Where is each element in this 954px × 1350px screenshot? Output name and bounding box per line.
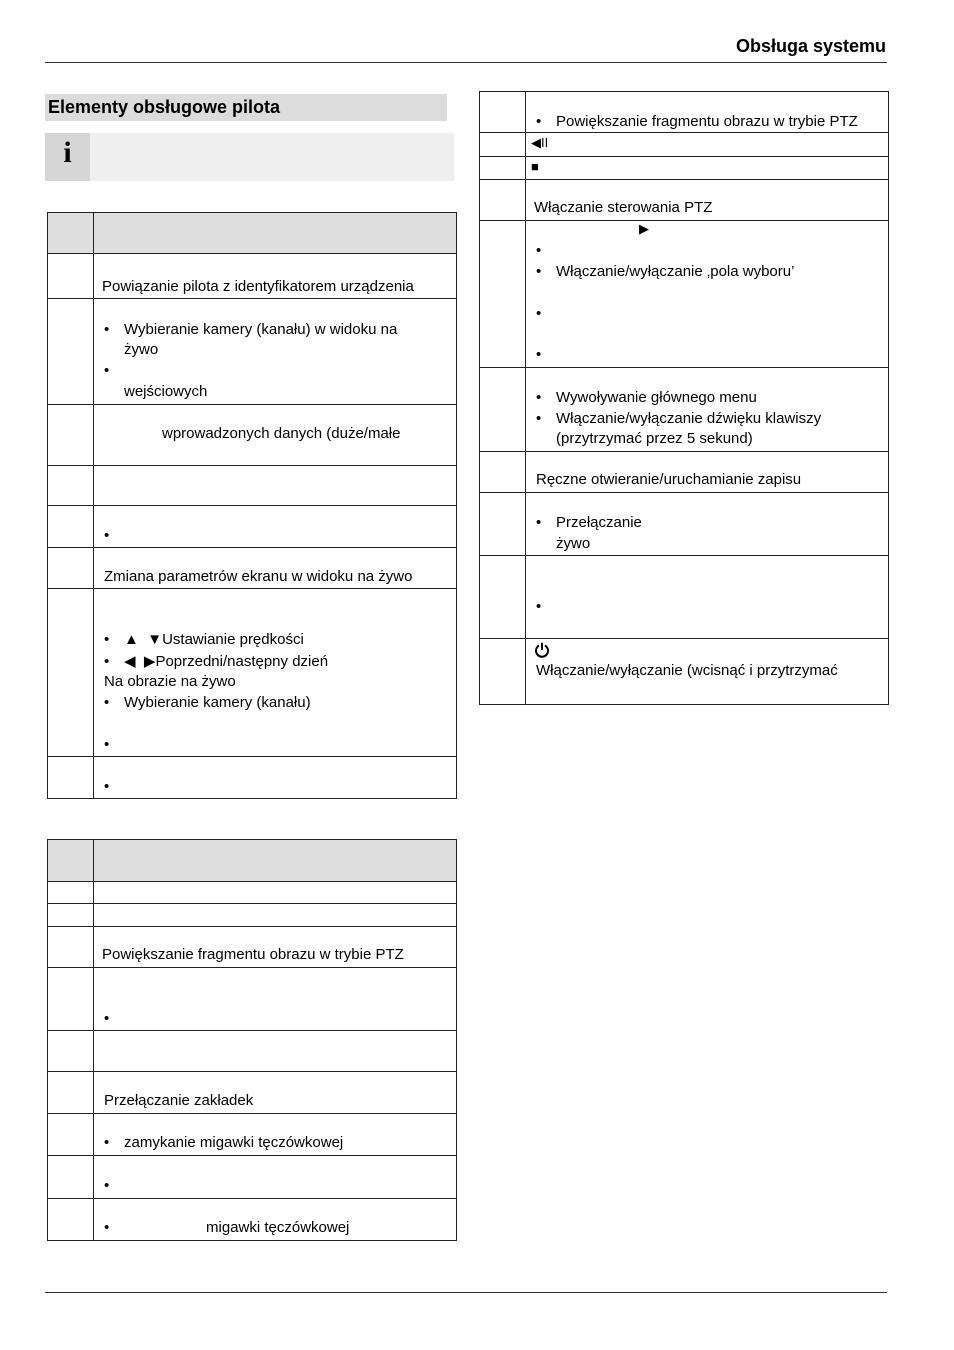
table-row xyxy=(480,493,889,556)
stop-icon: ■ xyxy=(531,159,539,174)
page-header-title: Obsługa systemu xyxy=(735,36,886,56)
table-row xyxy=(48,506,457,548)
bullet-text-cont: (przytrzymać przez 5 sekund) xyxy=(556,430,753,447)
bullet-text: • Wywoływanie głównego menu xyxy=(556,388,757,408)
row-text: Powiązanie pilota z identyfikatorem urządzenia xyxy=(102,278,414,295)
row-text: migawki tęczówkowej xyxy=(206,1219,350,1236)
footer-rule xyxy=(45,1292,887,1293)
row-text: Ręczne otwieranie/uruchamianie zapisu xyxy=(536,471,802,488)
table-row xyxy=(480,221,889,368)
table-row xyxy=(480,452,889,493)
arrow-down-icon: ▼ xyxy=(147,631,163,648)
arrow-up-icon: ▲ xyxy=(124,631,139,648)
remote-table-3 xyxy=(479,91,889,705)
table-row xyxy=(48,968,457,1031)
table-row xyxy=(48,299,457,405)
table-row xyxy=(48,254,457,299)
table-row xyxy=(480,368,889,452)
table-row xyxy=(480,92,889,133)
table-row xyxy=(48,1156,457,1199)
play-icon: ▶ xyxy=(639,221,649,236)
table-row xyxy=(480,133,889,157)
row-text: Włączanie/wyłączanie (wcisnąć i przytrzymać xyxy=(536,662,838,679)
info-icon: i xyxy=(45,133,90,181)
bullet-text: • Wybieranie kamery (kanału) w widoku na xyxy=(124,320,397,340)
bullet-text: • Wybieranie kamery (kanału) xyxy=(124,693,311,713)
bullet-text-cont: żywo xyxy=(124,341,159,358)
table-row xyxy=(480,180,889,221)
table-row xyxy=(48,882,457,904)
table-row xyxy=(480,639,889,705)
table-header-row xyxy=(48,213,457,254)
arrow-right-icon: ▶ xyxy=(143,653,156,670)
table-header-row xyxy=(48,840,457,882)
row-text: Włączanie sterowania PTZ xyxy=(534,199,713,216)
header-rule xyxy=(45,62,887,63)
table-row xyxy=(480,157,889,180)
row-text: wprowadzonych danych (duże/małe xyxy=(162,425,401,442)
table-row xyxy=(48,548,457,589)
table-row xyxy=(48,589,457,757)
remote-table-2 xyxy=(47,839,457,1241)
table-row xyxy=(480,556,889,639)
remote-table-1 xyxy=(47,212,457,799)
info-box xyxy=(45,133,454,181)
arrow-left-icon: ◀ xyxy=(124,653,136,670)
table-row xyxy=(48,466,457,506)
bullet-text: • zamykanie migawki tęczówkowej xyxy=(124,1133,343,1153)
table-row xyxy=(48,1114,457,1156)
bullet-text: Ustawianie prędkości xyxy=(162,631,304,648)
row-text: Zmiana parametrów ekranu w widoku na żywo xyxy=(104,568,413,585)
bullet-text: • Przełączanie xyxy=(556,513,642,533)
table-row xyxy=(48,1072,457,1114)
bullet-text: • Powiększanie fragmentu obrazu w trybie PTZ xyxy=(556,112,858,132)
bullet-text: • Włączanie/wyłączanie ‚pola wyboru’ xyxy=(556,262,794,282)
table-row xyxy=(48,927,457,968)
table-row xyxy=(48,405,457,466)
row-text: Powiększanie fragmentu obrazu w trybie PTZ xyxy=(102,946,404,963)
row-text: Na obrazie na żywo xyxy=(104,673,236,690)
power-icon xyxy=(534,642,550,658)
table-row xyxy=(48,904,457,927)
bullet-text-cont: żywo xyxy=(556,535,591,552)
bullet-day xyxy=(124,652,328,672)
bullet-speed xyxy=(124,630,304,650)
bullet-text-cont: wejściowych xyxy=(124,383,208,400)
table-row xyxy=(48,1031,457,1072)
bullet-text: • Włączanie/wyłączanie dźwięku klawiszy xyxy=(556,409,821,429)
bullet-text: Poprzedni/następny dzień xyxy=(155,653,329,670)
step-back-pause-icon: ◀II xyxy=(531,135,549,150)
table-row xyxy=(48,1199,457,1241)
table-row xyxy=(48,757,457,799)
section-title: Elementy obsługowe pilota xyxy=(45,94,447,121)
row-text: Przełączanie zakładek xyxy=(104,1092,254,1109)
